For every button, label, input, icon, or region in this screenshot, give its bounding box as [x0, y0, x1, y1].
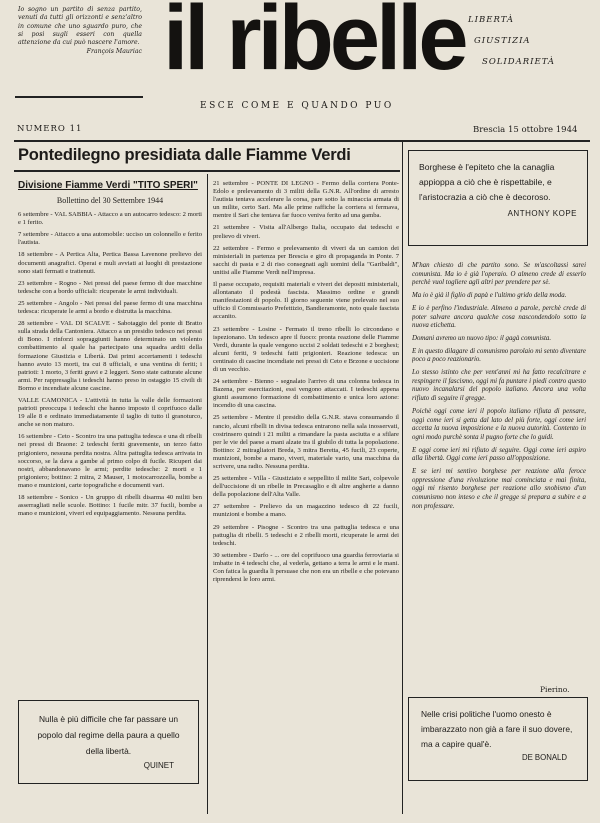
masthead-rule	[14, 140, 590, 142]
issue-date: Brescia 15 ottobre 1944	[473, 125, 578, 135]
column-divider	[402, 142, 403, 814]
bulletin-paragraph: 28 settembre - VAL DI SCALVE - Sabotaggio del ponte di Bratto sulla strada della Cantoniera. Attacco a un presidio tedesco nei pressi di Bono. I rinforzi sopraggiunti hanno determinato un violento combattimento al quale ha partecipato una squadra arditi della formazione Giustizia e Libertà. Dai primi accertamenti i tedeschi hanno avuto 13 morti, tra cui 8 ufficiali, e una ventina di feriti; i patrioti: 1 morto, 3 feriti gravi e 2 leggeri. Sono state catturate alcune armi. Per rappresaglia i tedeschi hanno preso in ostaggio 15 civili di Bormo e incendiate alcune cascine.	[18, 320, 202, 392]
bulletin-paragraph: 16 settembre - Ceto - Scontro tra una pattuglia tedesca e una di ribelli nei pressi di Braone: 2 tedeschi feriti gravemente, un terzo fatto prigioniero, nessuna perdita nostra. Altra pattuglia tedesca arrivata in soccorso, se la dava a gambe al primo colpo di fucile. Ricuperi dai nostri, abbandonavano le armi; perdite tedesche: 2 morti e 1 prigioniero; bottino: 2 mitra, 2 Mauser, 1 motocarrozzella, bombe a mano e munizioni, carte topografiche e documenti vari.	[18, 433, 202, 489]
bulletin-paragraph: VALLE CAMONICA - L'attività in tutta la valle delle formazioni patrioti preoccupa i tedeschi che hanno imposto il coprifuoco dalle 19 alle 8 e ordinato immediatamente il taglio di tutto il granoturco, anche se non maturo.	[18, 396, 202, 429]
bulletin-paragraph: 23 settembre - Rogno - Nei pressi del paese fermo di due macchine tedesche con a bordo ufficiali: ricuperate le armi individuali.	[18, 279, 202, 295]
division-heading: Divisione Fiamme Verdi "TITO SPERI"	[18, 180, 198, 191]
editorial-signature: Pierino.	[540, 685, 570, 694]
quinet-quote-text: Nulla è più difficile che far passare un popolo dal regime della paura a quello della libertà.	[37, 714, 180, 756]
bulletin-paragraph: 25 settembre - Villa - Giustiziato e seppellito il milite Sari, colpevole dell'uccisione di un ribelle in Precasaglio e di altre angherie a danno della popolazione dell'Alta Valle.	[213, 475, 399, 499]
bonald-quote-author: DE BONALD	[521, 753, 567, 762]
quote-divider	[15, 96, 143, 98]
bulletin-paragraph: 29 settembre - Pisogne - Scontro tra una pattuglia tedesca e una pattuglia di ribelli. 5 tedeschi e 2 ribelli morti, ricuperate le armi dei tedeschi.	[213, 523, 399, 547]
bulletin-paragraph: Il paese occupato, requisiti materiali e viveri dei depositi ministeriali, allontanato il podestà fascista. Massimo ordine e grandi manifestazioni di popolo. Il giorno seguente viene prelevato nel suo ufficio il Commissario Prefettizio, Bandieramonte, noto quale fascista accanito.	[213, 281, 399, 321]
right-column	[412, 262, 586, 682]
motto-giustizia: GIUSTIZIA	[474, 36, 531, 46]
quinet-quote-author: QUINET	[143, 761, 174, 770]
editorial-paragraph: E in questo dilagare di comunismo parolaio mi sento diventare poco a poco reazionario.	[412, 347, 586, 364]
bulletin-paragraph: 30 settembre - Darfo - ... ore del coprifuoco una guardia ferroviaria si imbatte in 4 tedeschi che, al vederla, gettano a terra le armi e le mani. Con fatica la guardia li persuase che non era un ribelle e che potevano riprendersi le loro armi.	[213, 551, 399, 584]
editorial-paragraph: E io è perfino l'industriale. Almeno a parole, perchè crede di poter salvare ancora qualche cosa nascondendolo sotto la nuova etichetta.	[412, 304, 586, 330]
editorial-paragraph: Domani avremo un nuovo tipo: il gagà comunista.	[412, 334, 552, 342]
quote-box-bonald	[408, 697, 588, 781]
bulletin-paragraph: 18 settembre - Sonico - Un gruppo di ribelli disarma 40 militi ben asserragliati nelle scuole. Bottino: 1 fucile mitr. 37 fucili, bombe a mano e munizioni, viveri ed equipaggiamento. Nessuna perdita.	[18, 494, 202, 518]
bulletin-paragraph: 25 settembre - Mentre il presidio della G.N.R. stava consumando il rancio, alcuni ribelli in divisa tedesca entrarono nella sala inosservati, costrinsero quindi i 21 militi a rimandare la pasta asciutta e a sfilare per le vie del paese a mani alzate tra il giubilo di tutta la popolazione. Bottino: 2 mitragliatori Breda, 3 mitra Beretta, 45 fucili, 23 coperte, munizioni, bombe a mano, viveri, materiale vario, una macchina da scrivere, una radio. Nessuna perdita.	[213, 414, 399, 470]
bulletin-paragraph: 18 settembre - A Pertica Alta, Pertica Bassa Lavenone prelievo dei documenti anagrafici. Operai e muli avviati ai luoghi di prestazione sono stati fermati e trattenuti.	[18, 251, 202, 275]
bulletin-paragraph: 6 settembre - VAL SABBIA - Attacco a un autocarro tedesco: 2 morti e 1 ferito.	[18, 211, 202, 227]
editorial-paragraph: Poichè oggi come ieri il popolo italiano rifiuta di pensare, oggi come ieri si getta dal lato del più forte, oggi come ieri accetta la nuova imposizione e la nuova autorità. Contento in ogni modo purchè sonta il pugno forte che lo guidi.	[412, 407, 586, 441]
editorial-paragraph: E se ieri mi sentivo borghese per reazione alla feroce oppressione d'una rivoluzione mai cominciata e mai finita, oggi mi risento borghese per reazione allo snobismo d'un comunismo non inteso e che il gregge si prepara a subire e a non professare.	[412, 468, 586, 510]
masthead-title: il ribelle	[163, 0, 465, 89]
headline-rule	[14, 170, 400, 172]
middle-column	[213, 180, 399, 816]
editorial-paragraph: E oggi come ieri mi rifiuto di seguire. Oggi come ieri aspiro alla libertà. Oggi come ieri passo all'opposizione.	[412, 446, 586, 463]
headline: Pontedilegno presidiata dalle Fiamme Verdi	[18, 146, 351, 164]
bulletin-paragraph: 24 settembre - Bienno - segnalato l'arrivo di una colonna tedesca in Bazena, per esercitazioni, essi vengono attaccati. I tedeschi appena giunti assumono formazione di combattimento e unica loro azione: incendio di una cascina.	[213, 378, 399, 410]
bulletin-paragraph: 22 settembre - Fermo e prelevamento di viveri da un camion dei ministeriali in partenza per Brescia e giro di propaganda in Ponte. 7 sacchi di pasta e 2 di riso consegnati agli uomini della "Garibaldi", unitisi alle Fiamme Verdi nell'impresa.	[213, 244, 399, 276]
left-column	[18, 180, 202, 700]
bulletin-paragraph: 25 settembre - Angolo - Nei pressi del paese fermo di una macchina tedesca: ricuperate le armi a bordo e distrutta la macchina.	[18, 299, 202, 316]
quote-box-kope	[408, 150, 588, 246]
bulletin-paragraph: 23 settembre - Losine - Fermato il treno ribelli lo circondano e ispezionano. Un tedesco apre il fuoco: pronta reazione delle Fiamme Verdi, durante la quale vengono uccisi 2 soldati tedeschi e 2 borghesi; alcuni feriti, 9 tedeschi fatti prigionieri. Reazione tedesca: un centinaio di cascine incendiate nei pressi di Ceto e Brzone e uccisione di un vecchio.	[213, 325, 399, 373]
bulletin-paragraph: 21 settembre - Visita all'Albergo Italia, occupato dai tedeschi e prelievo di viveri.	[213, 224, 399, 240]
editorial-paragraph: Ma io è già il figlio di papà e l'ultimo grido della moda.	[412, 292, 567, 300]
bulletin-paragraph: 27 settembre - Prelievo da un magazzino tedesco di 22 fucili, munizioni e bombe a mano.	[213, 503, 399, 519]
masthead-quote	[18, 6, 142, 57]
quote-box-quinet	[18, 700, 199, 784]
motto-solidarieta: SOLIDARIETÀ	[482, 57, 556, 67]
editorial-paragraph: Lo stesso istinto che per vent'anni mi ha fatto recalcitrare e respingere il fascismo, oggi mi fa puntare i piedi contro questo nuovo incanalarsi del popolo italiano. Ancora una volta rifiuto di seguire il gregge.	[412, 369, 586, 403]
masthead-quote-text: Io sogno un partito di senza partito, venuti da tutti gli orizzonti e senz'altro in comune che uno sguardo puro, che si posi sugli esseri con quella attenzione da cui può nascere l'amore.	[18, 6, 142, 47]
bulletin-paragraph: 21 settembre - PONTE DI LEGNO - Fermo della corriera Ponte-Edolo e prelevamento di 3 militi della G.N.R. All'ordine di arresto l'autista tentava accelerare la corsa, pare sotto la minaccia armata di un milite, certo Sari. Ma alle prime raffiche la corriera si fermava, mentre il Sari che tentava far fuoco veniva ferito ad una gamba.	[213, 180, 399, 220]
kope-quote-text: Borghese è l'epiteto che la canaglia appioppa a ciò che è rispettabile, e l'aristocrazia a ciò che è decoroso.	[419, 162, 555, 202]
column-divider	[207, 174, 208, 814]
bulletin-paragraph: 7 settembre - Attacco a una automobile: ucciso un colonnello e ferito l'autista.	[18, 231, 202, 247]
bulletin-date: Bollettino del 30 Settembre 1944	[56, 196, 164, 205]
motto-liberta: LIBERTÀ	[468, 15, 515, 25]
masthead-subtitle: ESCE COME E QUANDO PUO	[200, 101, 394, 111]
masthead-motto	[460, 10, 590, 73]
masthead-quote-author: François Mauriac	[86, 48, 142, 56]
kope-quote-author: ANTHONY KOPE	[507, 209, 577, 218]
bonald-quote-text: Nelle crisi politiche l'uomo onesto è imbarazzato non già a fare il suo dovere, ma a capire qual'è.	[421, 709, 573, 749]
issue-number: NUMERO 11	[17, 124, 83, 134]
editorial-paragraph: M'han chiesto di che partito sono. Se m'ascoltassi sarei comunista. Ma io è già l'operaio. O almeno crede di esserlo perchè vuol togliere agli altri per prendere per sè.	[412, 262, 586, 287]
